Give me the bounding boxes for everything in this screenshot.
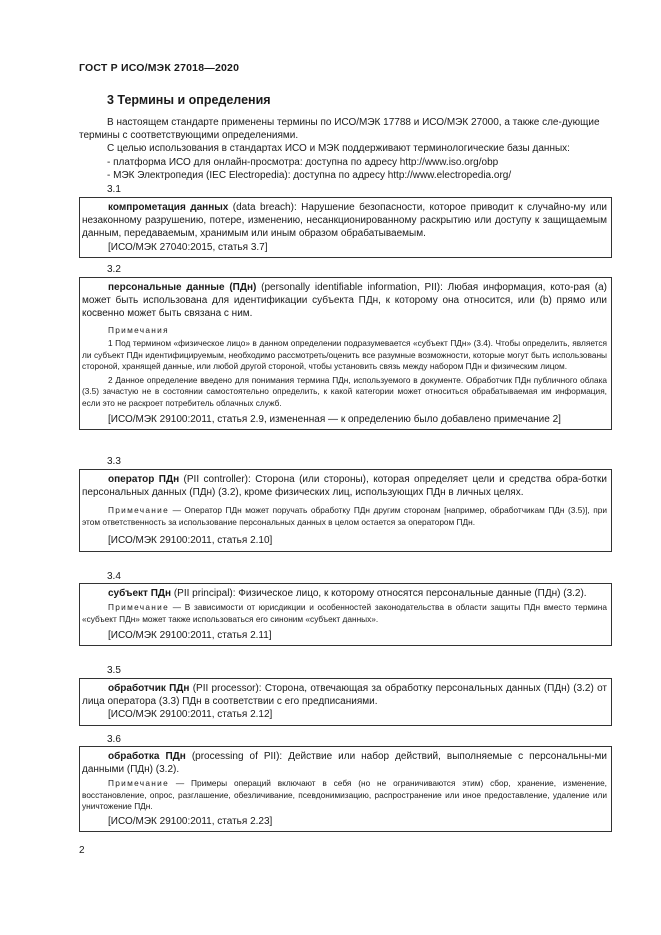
term-number: 3.6	[107, 734, 121, 745]
term-box	[79, 469, 612, 552]
note-label: Примечание	[108, 778, 170, 789]
intro-list-item: - МЭК Электропедия (IEC Electropedia): доступна по адресу http://www.electropedia.org/	[107, 169, 512, 181]
note-body: — Оператор ПДн может поручать обработку ПДн другим сторонам [например, обработчикам ПДн (3.5)], при этом ответственность за использование персональных данных в целом остается за оператором ПДн.	[82, 505, 607, 527]
term-number: 3.1	[107, 184, 121, 195]
intro-text	[79, 116, 614, 182]
term-definition	[80, 587, 611, 600]
document-header: ГОСТ Р ИСО/МЭК 27018—2020	[79, 62, 240, 74]
term-box	[79, 678, 612, 726]
term-reference: [ИСО/МЭК 29100:2011, статья 2.9, измененная — к определению было добавлено примечание 2]	[108, 414, 561, 426]
term-number: 3.4	[107, 571, 121, 582]
term-definition	[80, 201, 611, 241]
term-name: оператор ПДн	[108, 474, 180, 485]
term-reference: [ИСО/МЭК 29100:2011, статья 2.10]	[108, 535, 273, 547]
term-text: (PII principal): Физическое лицо, к которому относятся персональные данные (ПДн) (3.2).	[171, 588, 587, 599]
note-text	[80, 505, 611, 528]
term-reference: [ИСО/МЭК 29100:2011, статья 2.11]	[108, 630, 272, 642]
term-box	[79, 277, 612, 430]
notes-label: Примечания	[108, 324, 169, 335]
intro-paragraph-2: С целью использования в стандартах ИСО и МЭК поддерживают терминологические базы данных:	[107, 143, 570, 155]
term-number: 3.2	[107, 264, 121, 275]
note-text	[80, 338, 611, 373]
term-definition	[80, 750, 611, 776]
note-text	[80, 602, 611, 625]
term-text: (processing of PII): Действие или набор действий, выполняемые с персональны-ми данными (ПДн) (3.2).	[82, 751, 607, 776]
notes-heading	[80, 325, 611, 337]
term-definition	[80, 281, 611, 321]
intro-list-item: - платформа ИСО для онлайн-просмотра: доступна по адресу http://www.iso.org/obp	[107, 156, 499, 168]
term-name: персональные данные (ПДн)	[108, 282, 257, 293]
term-box	[79, 583, 612, 646]
term-number: 3.5	[107, 665, 121, 676]
note-body: — В зависимости от юрисдикции и особенностей законодательства в области защиты ПДн вместо термина «субъект ПДн» может также использоваться его синоним «субъект данных».	[82, 602, 607, 624]
note-label: Примечание	[108, 602, 170, 613]
note-2: 2 Данное определение введено для понимания термина ПДн, используемого в документе. Обработчик ПДн публичного облака (3.5) зачастую не в состоянии самостоятельно определить, к какой категории может относиться обрабатываемая им информация, если это не раскроет потребитель облачных служб.	[82, 374, 607, 408]
term-number: 3.3	[107, 456, 121, 467]
section-title: 3 Термины и определения	[107, 93, 271, 107]
term-text: (personally identifiable information, PII): Любая информация, кото-рая (a) может быть использована для идентификации субъекта ПДн, к которому она относится, или (b) прямо или косвенно может быть связана с ним.	[82, 282, 607, 320]
term-definition	[80, 682, 611, 708]
term-name: субъект ПДн	[108, 588, 172, 599]
note-label: Примечание	[108, 505, 170, 516]
term-name: компрометация данных	[108, 202, 229, 213]
term-text: (PII controller): Сторона (или стороны), которая определяет цели и средства обра-ботки персональных данных (ПДн) (3.2), кроме физических лиц, использующих ПДн в личных целях.	[82, 474, 607, 499]
term-box	[79, 746, 612, 832]
note-1: 1 Под термином «физическое лицо» в данном определении подразумевается «субъект ПДн» (3.4). Чтобы определить, является ли субъект ПДн идентифицируемым, необходимо рассмотреть/оценить все разумные возможности, которые могут быть использованы стороной, хранящей данные, или любой другой стороной, чтобы установить связь между набором ПДн и физическим лицом.	[82, 338, 607, 372]
note-text	[80, 375, 611, 410]
term-name: обработчик ПДн	[108, 683, 190, 694]
note-body: — Примеры операций включают в себя (но не ограничиваются этим) сбор, хранение, изменение, восстановление, опрос, разглашение, обезличивание, псевдонимизацию, распространение или иное предоставление, удаление или уничтожение ПДн.	[82, 778, 607, 812]
term-text: (PII processor): Сторона, отвечающая за обработку персональных данных (ПДн) (3.2) от лица оператора (3.3) ПДн в соответствии с его предписаниями.	[82, 683, 607, 708]
term-definition	[80, 473, 611, 499]
page-number: 2	[79, 845, 85, 856]
term-reference: [ИСО/МЭК 27040:2015, статья 3.7]	[108, 241, 268, 253]
term-reference: [ИСО/МЭК 29100:2011, статья 2.23]	[108, 815, 273, 827]
intro-paragraph-1: В настоящем стандарте применены термины по ИСО/МЭК 17788 и ИСО/МЭК 27000, а также сле-дующие термины с соответствующими определениями.	[79, 117, 600, 142]
note-text	[80, 778, 611, 813]
term-name: обработка ПДн	[108, 751, 186, 762]
term-text: (data breach): Нарушение безопасности, которое приводит к случайно-му или незаконному разрушению, потере, изменению, несанкционированному раскрытию или доступу к защищаемым данным, передаваемым, хранимым или иным образом обрабатываемым.	[82, 202, 607, 240]
term-reference: [ИСО/МЭК 29100:2011, статья 2.12]	[108, 709, 273, 721]
term-box	[79, 197, 612, 258]
